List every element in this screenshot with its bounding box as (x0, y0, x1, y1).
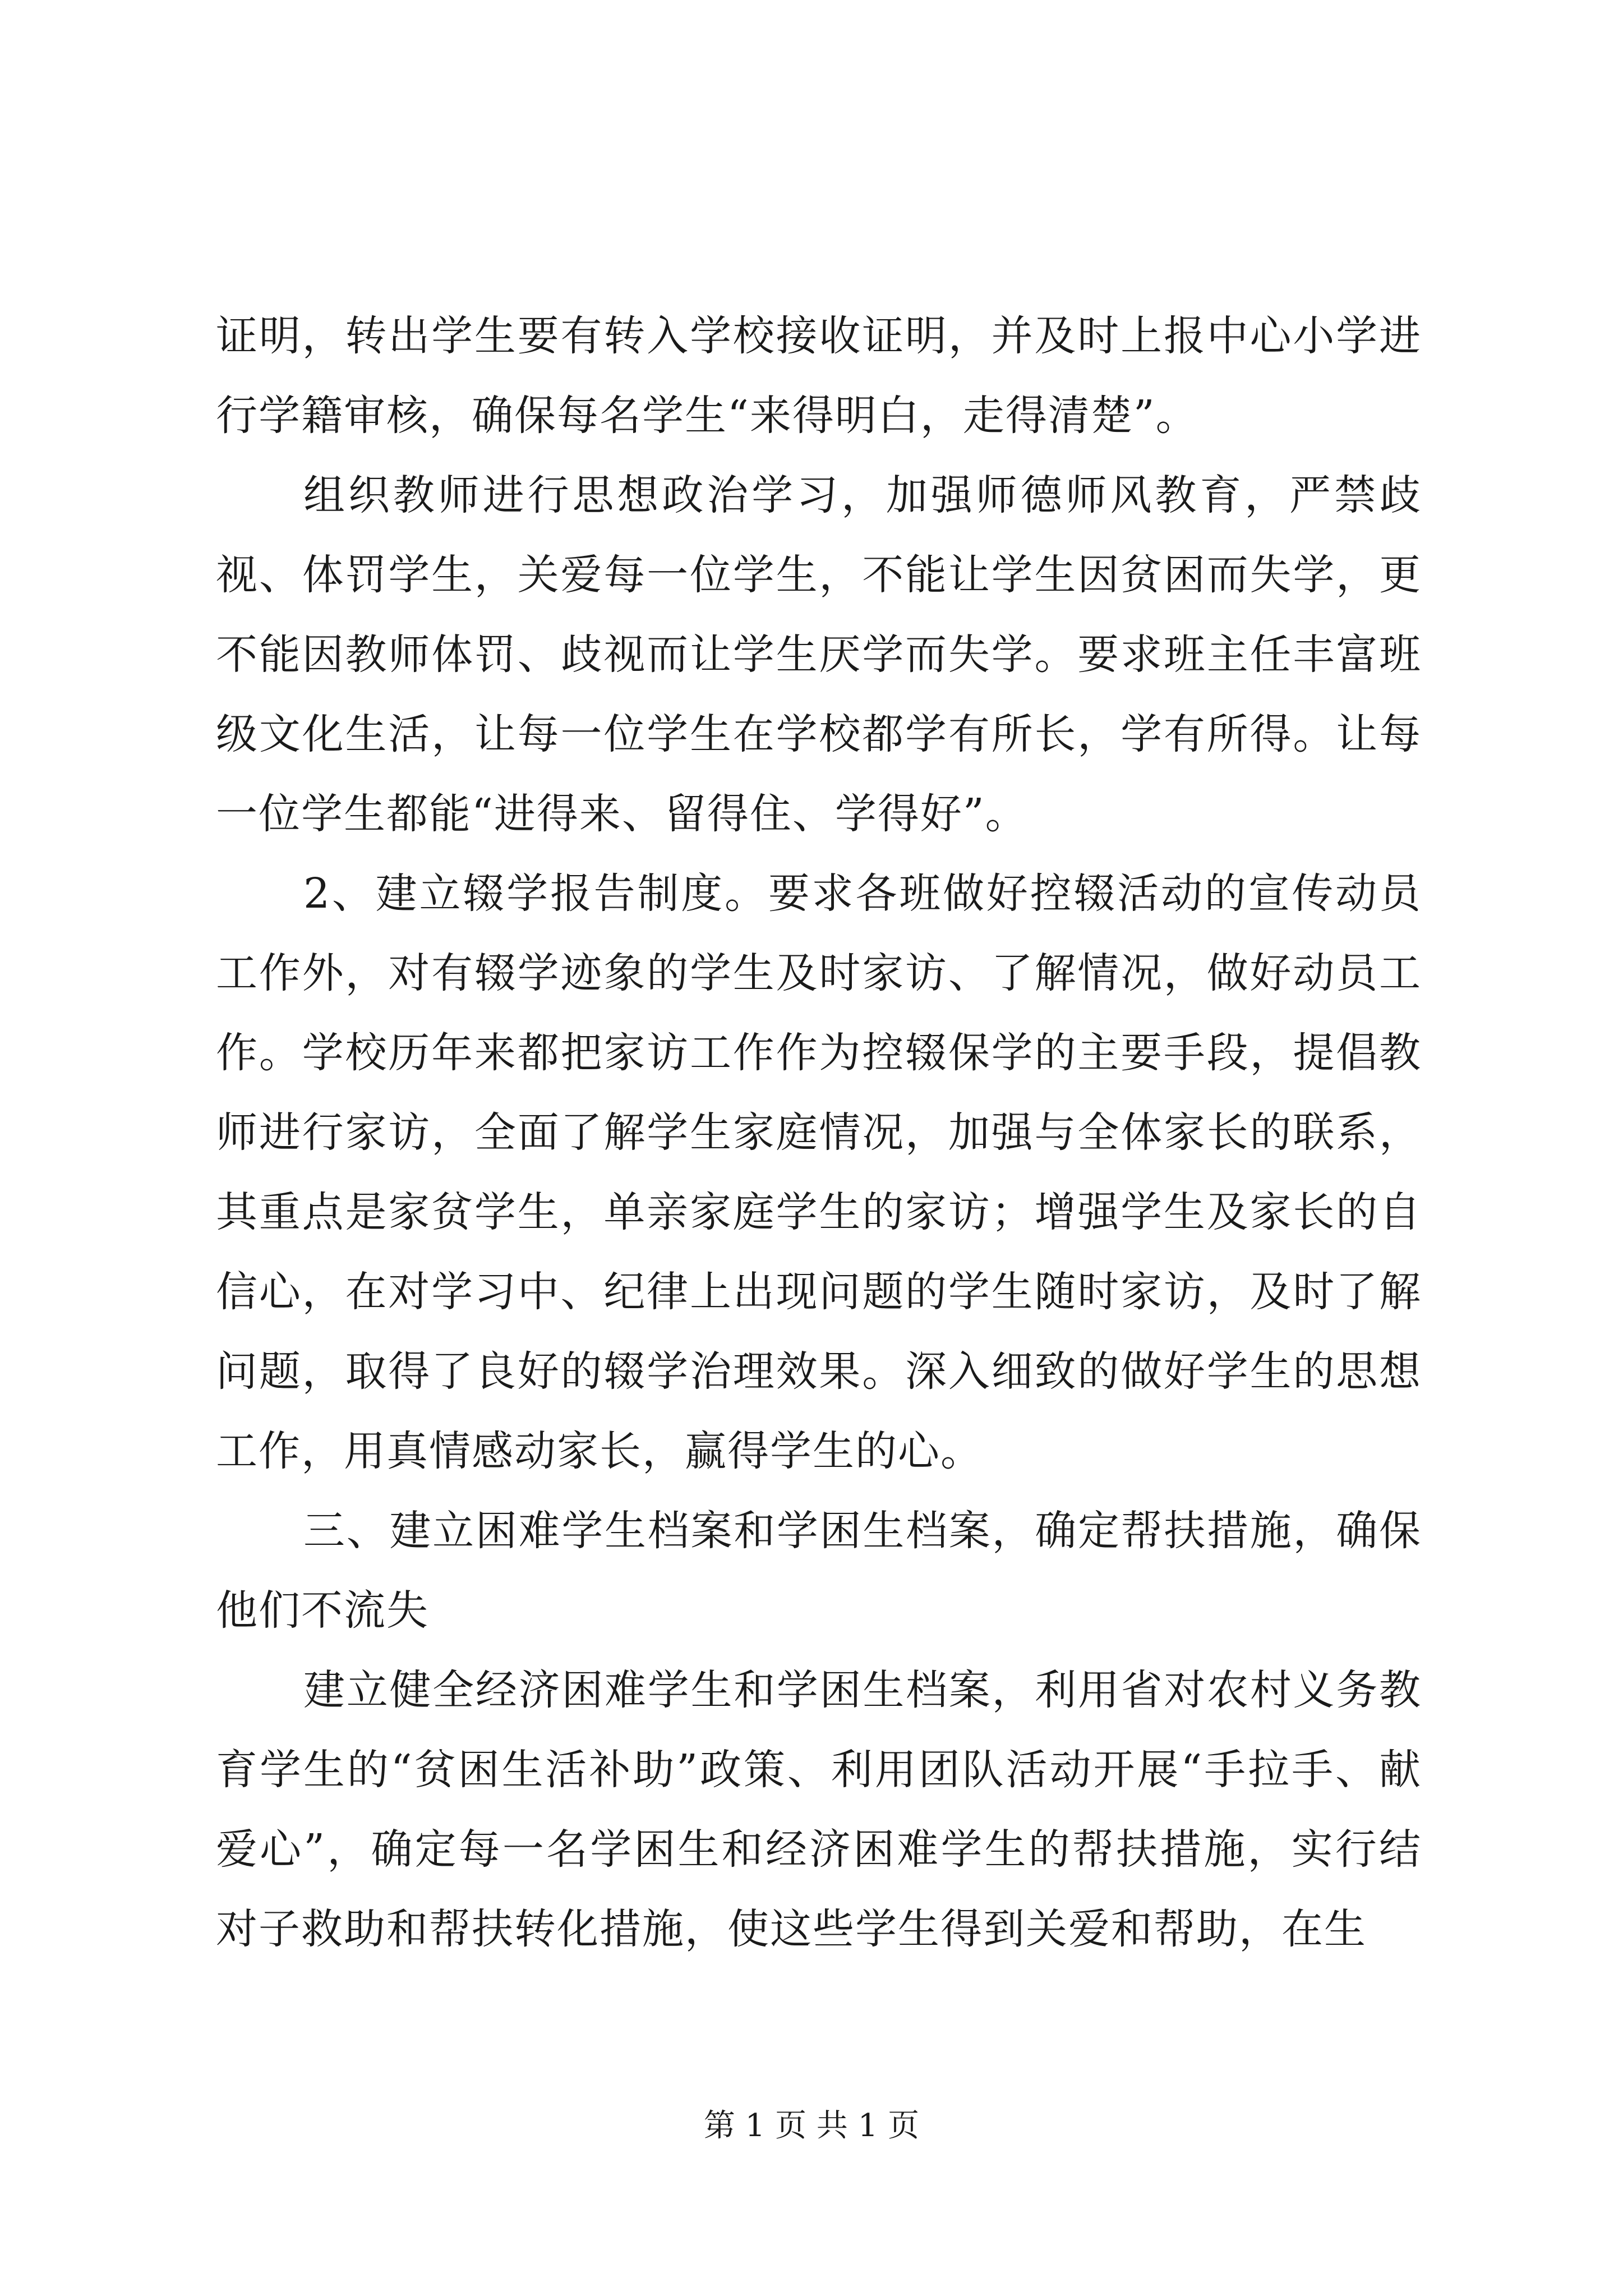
paragraph-continuation: 证明，转出学生要有转入学校接收证明，并及时上报中心小学进行学籍审核，确保每名学生“来得明白，走得清楚”。 (216, 312, 1422, 440)
paragraph-teacher-ethics: 组织教师进行思想政治学习，加强师德师风教育，严禁歧视、体罚学生，关爱每一位学生，不能让学生因贫困而失学，更不能因教师体罚、歧视而让学生厌学而失学。要求班主任丰富班级文化生活，让每一位学生在学校都学有所长，学有所得。让每一位学生都能“进得来、留得住、学得好”。 (216, 471, 1422, 838)
document-body (216, 296, 1422, 1969)
paragraph-student-archives: 建立健全经济困难学生和学困生档案，利用省对农村义务教育学生的“贫困生活补助”政策、利用团队活动开展“手拉手、献爱心”，确定每一名学困生和经济困难学生的帮扶措施，实行结对子救助和帮扶转化措施，使这些学生得到关爱和帮助，在生 (216, 1666, 1422, 1953)
section-heading-three: 三、建立困难学生档案和学困生档案，确定帮扶措施，确保他们不流失 (216, 1507, 1422, 1635)
page-footer: 第 1 页 共 1 页 (703, 2108, 920, 2144)
paragraph-dropout-reporting: 2、建立辍学报告制度。要求各班做好控辍活动的宣传动员工作外，对有辍学迹象的学生及时家访、了解情况，做好动员工作。学校历年来都把家访工作作为控辍保学的主要手段，提倡教师进行家访，全面了解学生家庭情况，加强与全体家长的联系，其重点是家贫学生，单亲家庭学生的家访；增强学生及家长的自信心，在对学习中、纪律上出现问题的学生随时家访，及时了解问题，取得了良好的辍学治理效果。深入细致的做好学生的思想工作，用真情感动家长，赢得学生的心。 (216, 869, 1422, 1475)
